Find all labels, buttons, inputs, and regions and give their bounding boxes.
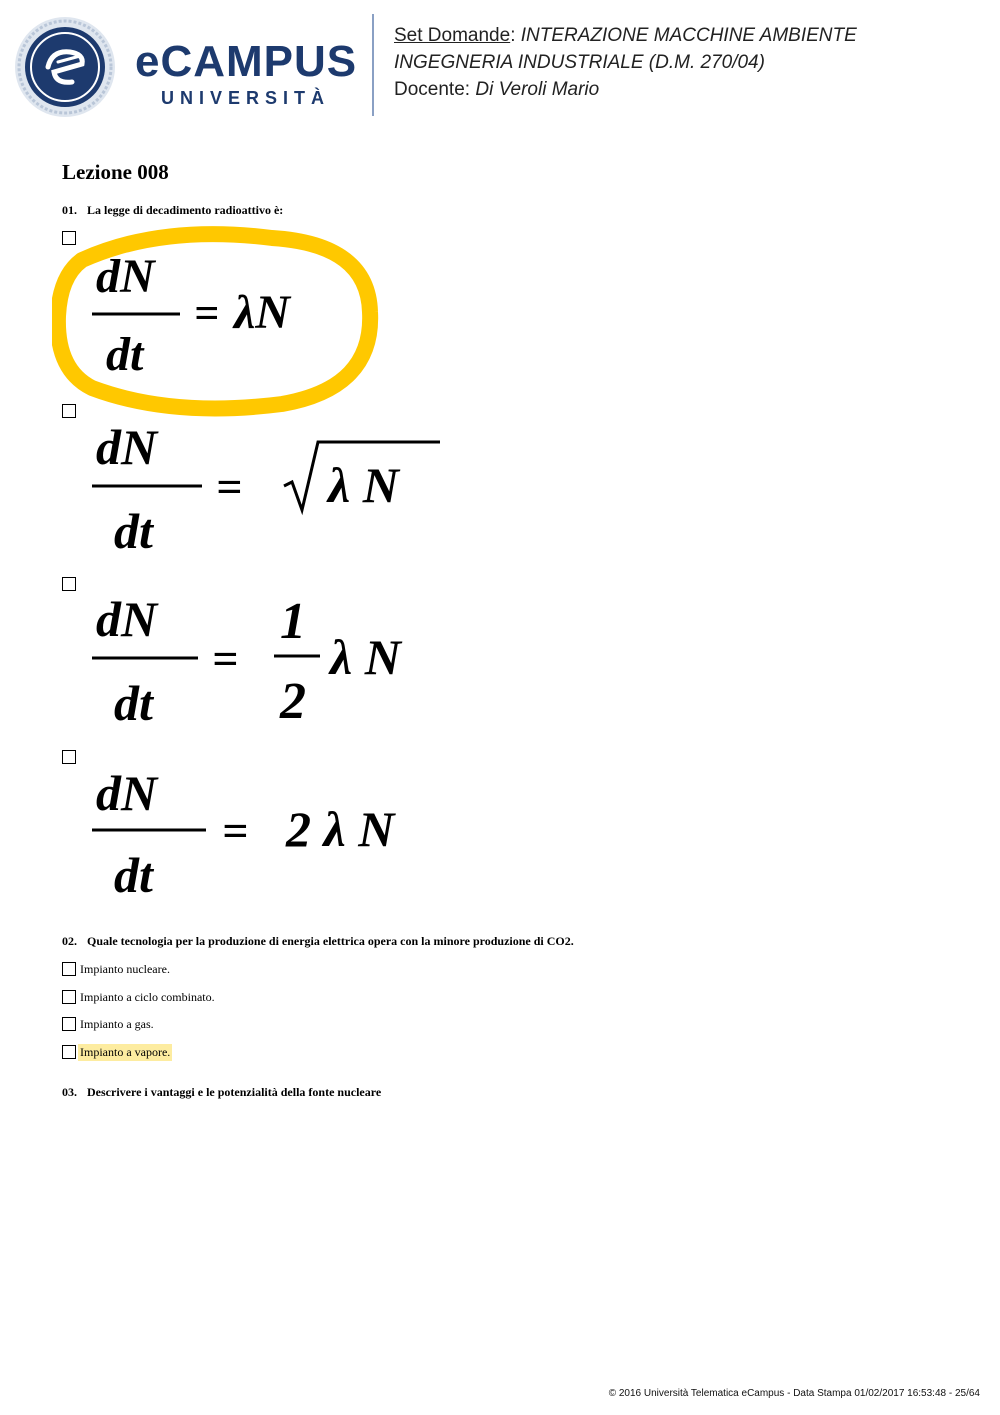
course-line: Set Domande: INTERAZIONE MACCHINE AMBIENTE	[394, 25, 857, 46]
header-info	[394, 22, 857, 103]
formula-denominator: dt	[114, 675, 153, 731]
teacher-line: Docente: Di Veroli Mario	[394, 79, 600, 100]
formula-numerator: dN	[96, 250, 155, 303]
header-divider	[372, 14, 374, 116]
formula-denominator: dt	[106, 328, 144, 381]
brand-name: eCAMPUS	[135, 37, 358, 86]
question-03-title	[62, 1085, 381, 1100]
lesson-title: Lezione 008	[62, 160, 169, 184]
question-number: 01.	[62, 203, 77, 217]
formula-option-3	[88, 586, 428, 731]
teacher-label: Docente	[394, 79, 465, 100]
formula-numerator: dN	[96, 419, 158, 475]
formula-denominator: dt	[114, 503, 153, 559]
option-row[interactable]	[62, 988, 217, 1004]
degree-name: INGEGNERIA INDUSTRIALE (D.M. 270/04)	[394, 52, 765, 73]
formula-rhs: 2 λ N	[286, 801, 395, 857]
option-label: Impianto nucleare.	[80, 961, 170, 976]
brand-subtitle: UNIVERSITÀ	[161, 88, 331, 108]
formula-numerator: dN	[96, 765, 158, 821]
option-checkbox[interactable]	[62, 750, 76, 764]
formula-numerator: dN	[96, 591, 158, 647]
option-checkbox[interactable]	[62, 962, 76, 976]
option-label: Impianto a gas.	[80, 1016, 154, 1031]
svg-text:=: =	[194, 289, 220, 338]
fraction-numerator: 1	[280, 593, 306, 650]
svg-text:=: =	[216, 461, 243, 512]
formula-option-1	[88, 246, 338, 381]
svg-text:=: =	[212, 633, 239, 684]
course-name: INTERAZIONE MACCHINE AMBIENTE	[520, 25, 857, 46]
option-checkbox[interactable]	[62, 577, 76, 591]
question-02-title	[62, 934, 574, 949]
option-checkbox[interactable]	[62, 1017, 76, 1031]
question-text: Descrivere i vantaggi e le potenzialità della fonte nucleare	[87, 1085, 382, 1099]
formula-rhs: λ N	[328, 457, 399, 513]
question-text: Quale tecnologia per la produzione di energia elettrica opera con la minore produzione di CO2.	[87, 934, 574, 948]
option-checkbox[interactable]	[62, 404, 76, 418]
formula-option-4	[88, 760, 428, 905]
set-label: Set Domande	[394, 25, 511, 46]
question-text: La legge di decadimento radioattivo è:	[87, 203, 284, 217]
formula-rhs: λ N	[330, 629, 401, 685]
question-number: 03.	[62, 1085, 77, 1099]
page-footer: © 2016 Università Telematica eCampus - Data Stampa 01/02/2017 16:53:48 - 25/64	[608, 1388, 980, 1399]
formula-denominator: dt	[114, 847, 153, 903]
degree-line	[394, 49, 857, 76]
formula-rhs: λN	[234, 286, 290, 339]
option-label-highlighted: Impianto a vapore.	[80, 1044, 171, 1059]
brand-logo	[135, 37, 358, 109]
option-row[interactable]	[62, 1043, 172, 1059]
option-row[interactable]	[62, 960, 172, 976]
option-checkbox[interactable]	[62, 990, 76, 1004]
question-01-title	[62, 203, 283, 218]
ecampus-seal-logo	[14, 16, 116, 118]
option-checkbox[interactable]	[62, 1045, 76, 1059]
option-row[interactable]	[62, 1015, 156, 1031]
option-label: Impianto a ciclo combinato.	[80, 989, 215, 1004]
teacher-name: Di Veroli Mario	[475, 79, 600, 100]
formula-option-2	[88, 414, 448, 559]
fraction-denominator: 2	[280, 673, 306, 730]
question-number: 02.	[62, 934, 77, 948]
svg-text:=: =	[222, 805, 249, 856]
